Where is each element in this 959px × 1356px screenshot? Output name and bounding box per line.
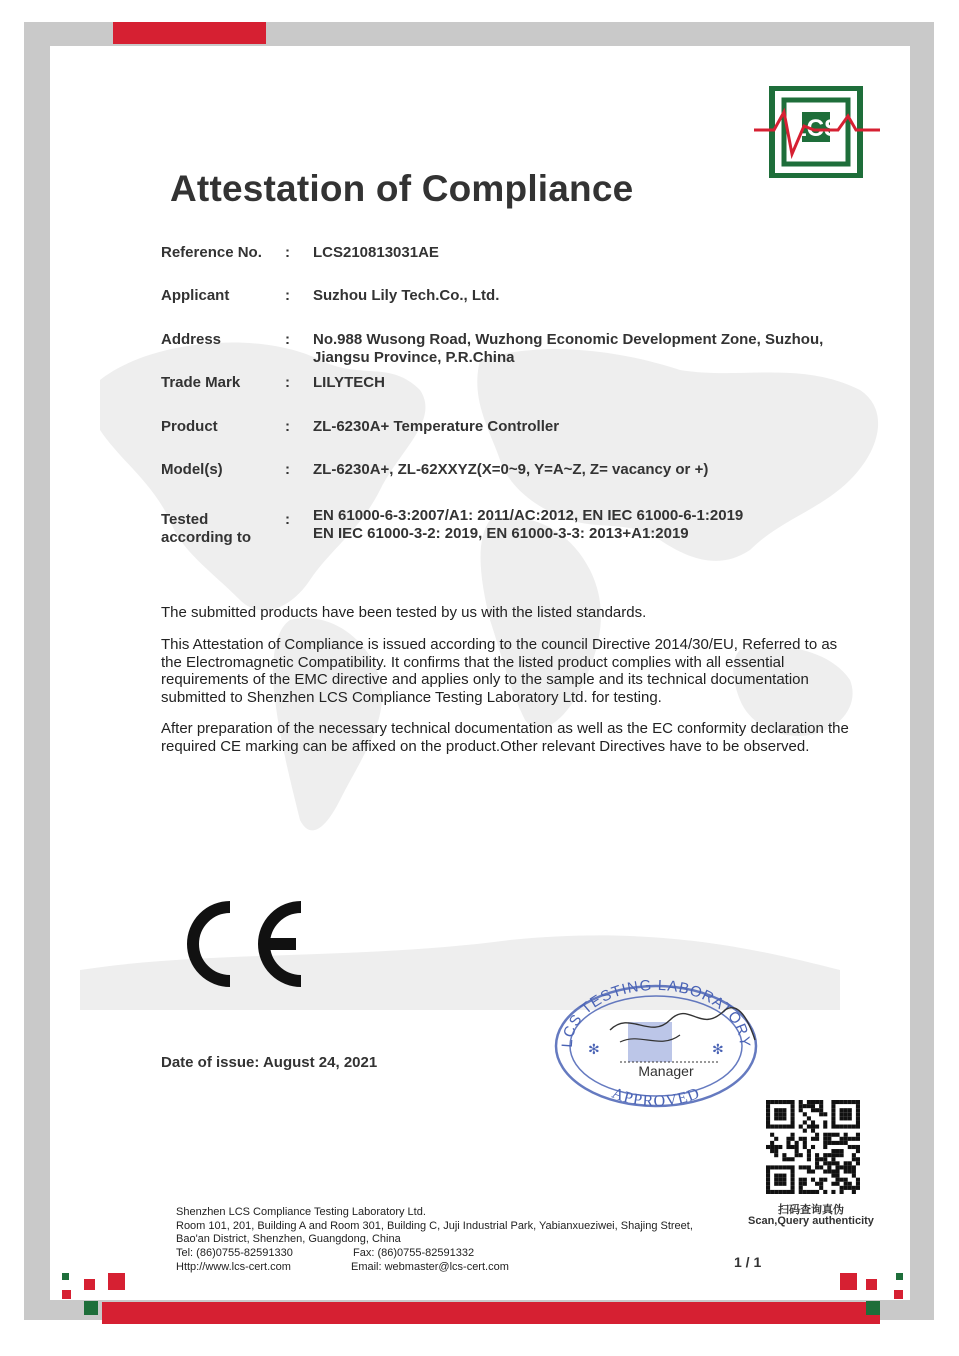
footer-address-line2: Bao'an District, Shenzhen, Guangdong, China <box>176 1233 401 1245</box>
field-colon: : <box>285 374 290 391</box>
field-value: ZL-6230A+, ZL-62XXYZ(X=0~9, Y=A~Z, Z= vacancy or +) <box>313 461 709 478</box>
field-label: Model(s) <box>161 461 223 478</box>
field-value-line: EN IEC 61000-3-2: 2019, EN 61000-3-3: 2013+A1:2019 <box>313 525 689 542</box>
field-label-line: according to <box>161 529 252 546</box>
field-value: Suzhou Lily Tech.Co., Ltd. <box>313 287 500 304</box>
approval-stamp <box>550 980 762 1110</box>
field-value-line: No.988 Wusong Road, Wuzhong Economic Development Zone, Suzhou, <box>313 331 824 348</box>
qr-caption-english: Scan,Query authenticity <box>748 1215 874 1227</box>
field-value: LCS210813031AE <box>313 244 439 261</box>
qr-caption-chinese: 扫码查询真伪 <box>778 1204 844 1216</box>
svg-text:✻: ✻ <box>588 1041 600 1057</box>
footer-fax: Fax: (86)0755-82591332 <box>353 1247 475 1259</box>
field-value: ZL-6230A+ Temperature Controller <box>313 418 560 435</box>
date-of-issue: Date of issue: August 24, 2021 <box>161 1054 378 1071</box>
qr-code[interactable] <box>766 1100 860 1194</box>
field-label: Address <box>161 331 222 348</box>
field-colon: : <box>285 511 290 528</box>
footer-email-link[interactable]: Email: webmaster@lcs-cert.com <box>351 1261 509 1273</box>
bottom-red-bar <box>102 1302 880 1324</box>
field-label: Product <box>161 418 218 435</box>
field-label: Applicant <box>161 287 230 304</box>
footer-company: Shenzhen LCS Compliance Testing Laboratory Ltd. <box>176 1206 426 1218</box>
stamp-top-text: LCS TESTING LABORATORY <box>558 980 754 1049</box>
ce-mark <box>186 901 308 987</box>
svg-text:APPROVED <box>609 1085 702 1110</box>
top-red-bar <box>113 22 266 44</box>
field-colon: : <box>285 331 290 348</box>
field-colon: : <box>285 287 290 304</box>
footer-website-link[interactable]: Http://www.lcs-cert.com <box>176 1261 291 1273</box>
field-colon: : <box>285 418 290 435</box>
field-label-line: Tested <box>161 511 209 528</box>
field-colon: : <box>285 461 290 478</box>
svg-text:✻: ✻ <box>712 1041 724 1057</box>
footer-address-line1: Room 101, 201, Building A and Room 301, Building C, Juji Industrial Park, Yabianxueziwei, Shajing Street, <box>176 1220 693 1232</box>
statement-paragraph: The submitted products have been tested by us with the listed standards. <box>161 604 647 621</box>
field-label: Reference No. <box>161 244 262 261</box>
field-label: Trade Mark <box>161 374 241 391</box>
statement-paragraph: This Attestation of Compliance is issued according to the council Directive 2014/30/EU, Referred to as the Electromagnetic Compatibility. It confirms that the listed product complies with all essential requirements of the EMC directive and applies only to the sample and its technical documentation submitted to Shenzhen LCS Compliance Testing Laboratory Ltd. for testing. <box>161 636 838 706</box>
field-colon: : <box>285 244 290 261</box>
field-value-line: EN 61000-6-3:2007/A1: 2011/AC:2012, EN IEC 61000-6-1:2019 <box>313 507 744 524</box>
logo-text: LCS <box>792 115 840 142</box>
document-title: Attestation of Compliance <box>170 168 634 209</box>
stamp-bottom-text: APPROVED <box>609 1084 703 1110</box>
footer-tel: Tel: (86)0755-82591330 <box>176 1247 293 1259</box>
field-value-line: Jiangsu Province, P.R.China <box>313 349 515 366</box>
field-value: LILYTECH <box>313 374 385 391</box>
lcs-logo <box>754 86 880 178</box>
stamp-center-text: Manager <box>638 1063 694 1079</box>
page-number: 1 / 1 <box>734 1254 762 1270</box>
statement-paragraph: After preparation of the necessary technical documentation as well as the EC conformity declaration the required CE marking can be affixed on the product.Other relevant Directives have to be observed. <box>161 720 849 755</box>
